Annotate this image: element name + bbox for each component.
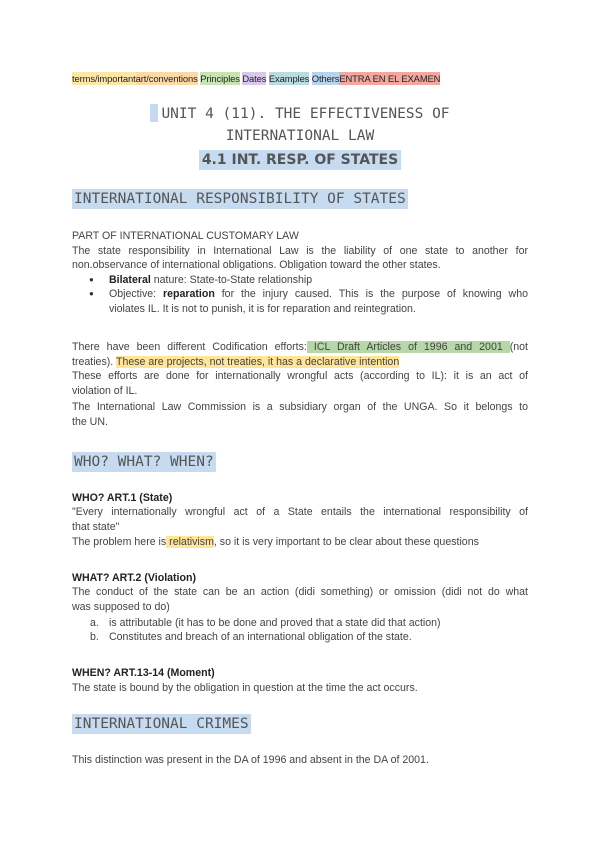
unit-title-line1 xyxy=(0,104,600,122)
subheading-when: WHEN? ART.13-14 (Moment) xyxy=(72,667,215,679)
paragraph-wrongful-acts-line2: violation of IL. xyxy=(72,385,138,397)
list-text-b: Constitutes and breach of an international obligation of the state. xyxy=(109,631,412,644)
legend-exam: ENTRA EN EL EXAMEN xyxy=(339,73,441,84)
paragraph-moment: The state is bound by the obligation in question at the time the act occurs. xyxy=(72,682,418,694)
list-item-attributable xyxy=(72,616,528,630)
codification-lead: There have been different Codification efforts: xyxy=(72,341,307,353)
paragraph-ilc-line2: the UN. xyxy=(72,416,108,428)
paragraph-definition-line2: non.observance of international obligations. Obligation toward the other states. xyxy=(72,259,441,271)
heading-who-what-when: WHO? WHAT? WHEN? xyxy=(74,454,214,470)
term-bilateral: Bilateral xyxy=(109,274,151,286)
term-reparation: reparation xyxy=(163,288,215,301)
codification-treaties: treaties). xyxy=(72,356,116,368)
subheading-what: WHAT? ART.2 (Violation) xyxy=(72,572,196,584)
paragraph-ilc-line1: The International Law Commission is a subsidiary organ of the UNGA. So it belongs to xyxy=(72,401,528,413)
text-cursor xyxy=(150,104,158,122)
paragraph-codification-line2 xyxy=(72,355,528,369)
bullet-bilateral-text: nature: State-to-State relationship xyxy=(150,274,313,286)
highlight-draft-articles: ICL Draft Articles of 1996 and 2001 xyxy=(306,341,510,353)
highlight-relativism: relativism xyxy=(166,536,214,548)
quote-art1-line1: "Every internationally wrongful act of a State entails the international responsibility of xyxy=(72,506,528,518)
bullet-bilateral xyxy=(72,273,528,287)
bullet-objective-text1: for the injury caused. This is the purpose of knowing who xyxy=(214,288,528,301)
relativism-rest: , so it is very important to be clear about these questions xyxy=(213,536,479,548)
legend-art: art/conventions xyxy=(135,73,198,84)
unit-subtitle-text: 4.1 INT. RESP. OF STATES xyxy=(199,150,401,170)
quote-art1-line2: that state" xyxy=(72,521,120,533)
list-marker-b: b. xyxy=(90,631,99,644)
paragraph-codification-line1 xyxy=(72,340,528,354)
list-marker-a: a. xyxy=(90,617,99,629)
list-item-breach xyxy=(72,630,528,644)
subheading-who: WHO? ART.1 (State) xyxy=(72,492,173,504)
color-legend xyxy=(72,73,440,84)
legend-examples: Examples xyxy=(268,73,310,84)
legend-others: Others xyxy=(311,73,340,84)
unit-subtitle xyxy=(0,151,600,169)
relativism-lead: The problem here is xyxy=(72,536,167,548)
legend-terms: terms/important xyxy=(72,73,136,84)
legend-dates: Dates xyxy=(242,73,267,84)
paragraph-wrongful-acts-line1: These efforts are done for internationally wrongful acts (according to IL): it is an act of xyxy=(72,370,528,382)
heading-international-crimes: INTERNATIONAL CRIMES xyxy=(74,716,249,732)
paragraph-crimes: This distinction was present in the DA of 1996 and absent in the DA of 2001. xyxy=(72,754,429,766)
bullet-list-characteristics xyxy=(72,273,528,316)
heading-international-responsibility: INTERNATIONAL RESPONSIBILITY OF STATES xyxy=(74,191,406,207)
list-text-a: is attributable (it has to be done and proved that a state did that action) xyxy=(109,617,441,629)
bullet-objective-lead: Objective: xyxy=(109,288,164,301)
paragraph-relativism xyxy=(72,535,528,549)
paragraph-conduct-line1: The conduct of the state can be an action (didi something) or omission (didi not do what xyxy=(72,586,528,598)
list-conduct-elements xyxy=(72,616,528,645)
bullet-objective-text2: violates IL. It is not to punish, it is for reparation and reintegration. xyxy=(109,302,416,315)
unit-title-line2: INTERNATIONAL LAW xyxy=(225,128,375,144)
paragraph-definition-line1: The state responsibility in International Law is the liability of one state to another for xyxy=(72,245,528,257)
unit-title-text: UNIT 4 (11). THE EFFECTIVENESS OF xyxy=(161,106,450,122)
paragraph-conduct-line2: was supposed to do) xyxy=(72,601,170,613)
highlight-projects-not-treaties: These are projects, not treaties, it has a declarative intention xyxy=(115,356,400,368)
legend-principles: Principles xyxy=(200,73,240,84)
bullet-objective xyxy=(72,287,528,316)
codification-not: (not xyxy=(509,341,529,353)
section-kicker: PART OF INTERNATIONAL CUSTOMARY LAW xyxy=(72,230,299,242)
